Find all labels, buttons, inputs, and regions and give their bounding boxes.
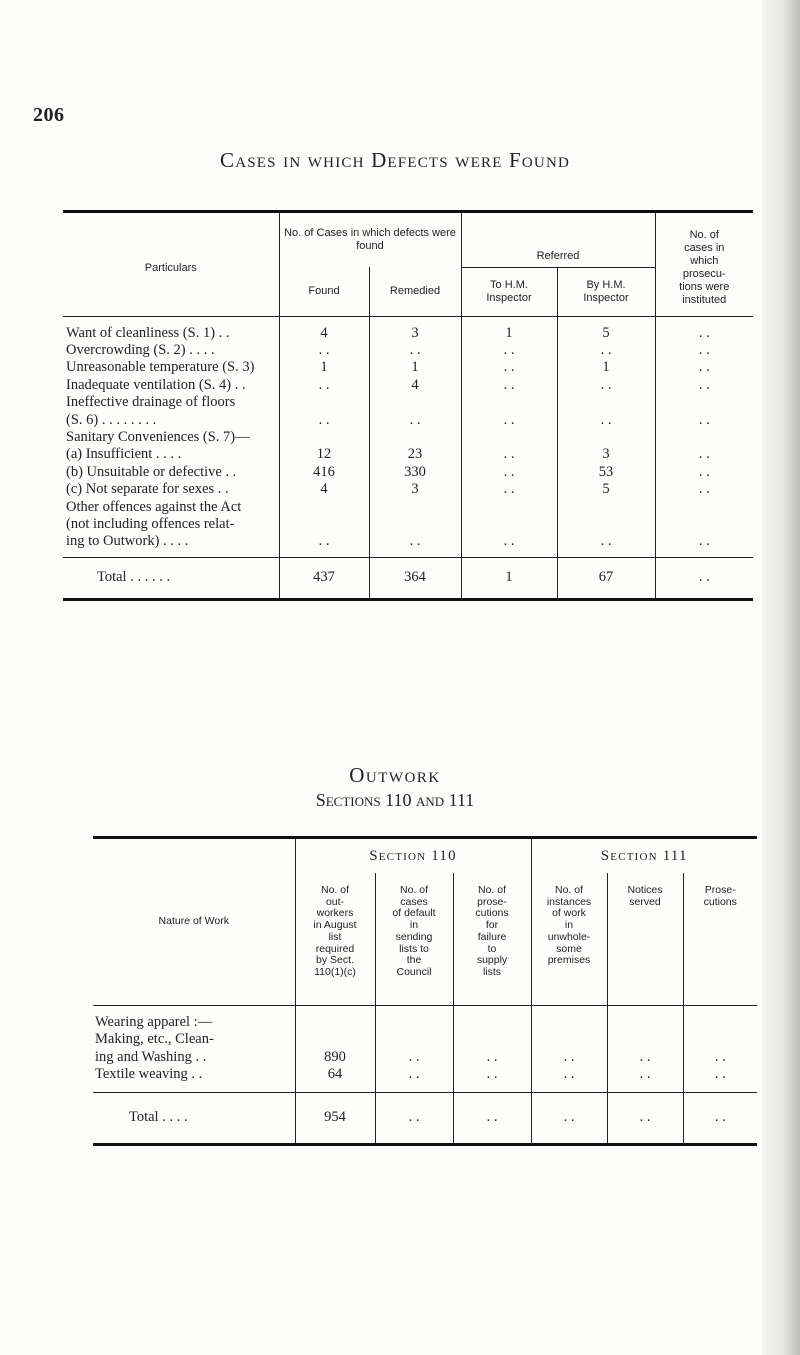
cell-value xyxy=(462,394,557,411)
cell-value: . . xyxy=(563,1066,575,1083)
header-line: served xyxy=(629,895,661,908)
notices-column xyxy=(607,1006,683,1093)
cell-value: 12 xyxy=(316,446,332,463)
outworkers-column xyxy=(295,1006,375,1093)
header-line: cases in xyxy=(684,242,725,255)
header-section-110: Section 110 xyxy=(295,838,531,874)
header-by-hm-inspector xyxy=(557,267,655,316)
header-particulars: Particulars xyxy=(63,212,279,317)
row-label-line: Unreasonable temperature (S. 3) xyxy=(66,359,255,376)
header-line: cutions xyxy=(703,895,737,908)
cell-value: . . xyxy=(503,446,515,463)
header-line: of default xyxy=(392,907,436,920)
outwork-total-notices: . . xyxy=(607,1092,683,1144)
cell-value xyxy=(656,429,754,446)
cell-value: . . xyxy=(600,533,612,550)
header-line: No. of xyxy=(689,229,719,242)
header-line: tions were xyxy=(679,281,730,294)
cell-value xyxy=(532,1031,607,1048)
row-label-line: (b) Unsuitable or defective . . xyxy=(66,463,237,480)
row-label-line: Want of cleanliness (S. 1) . . xyxy=(66,324,230,341)
row-label-line: (not including offences relat- xyxy=(66,515,235,532)
cell-value: 3 xyxy=(411,481,419,498)
header-referred: Referred xyxy=(461,212,655,268)
cell-value: . . xyxy=(318,376,330,393)
cell-value: . . xyxy=(503,463,515,480)
cell-value xyxy=(370,429,461,446)
total-by-hm: 67 xyxy=(557,557,655,599)
row-label-line: Textile weaving . . xyxy=(95,1066,203,1083)
cell-value xyxy=(376,1031,453,1048)
header-line: list xyxy=(328,930,342,943)
row-label-line: ing to Outwork) . . . . xyxy=(66,533,189,550)
header-line: in xyxy=(409,919,419,932)
cell-value xyxy=(684,1031,758,1048)
cell-value: 53 xyxy=(598,463,614,480)
found-column xyxy=(279,316,369,557)
prosecutions-failure-column xyxy=(453,1006,531,1093)
header-line: No. of xyxy=(477,884,506,896)
header-line: cutions xyxy=(475,907,509,920)
particulars-column xyxy=(63,316,279,557)
cell-value: . . xyxy=(409,533,421,550)
total-prosecutions: . . xyxy=(655,557,753,599)
nature-column xyxy=(93,1006,295,1093)
cell-value xyxy=(532,1014,607,1031)
header-line: unwhole- xyxy=(547,930,591,943)
outwork-table xyxy=(93,836,757,1146)
row-label-line: Making, etc., Clean- xyxy=(95,1031,214,1048)
cell-value: 1 xyxy=(320,359,328,376)
header-line: No. of xyxy=(554,884,583,896)
cell-value xyxy=(370,516,461,533)
header-line: Notices xyxy=(627,884,663,896)
header-prosecutions xyxy=(655,212,753,317)
cell-value: 1 xyxy=(411,359,419,376)
cell-value xyxy=(280,499,369,516)
header-line: Inspector xyxy=(486,291,532,304)
outwork-subheading: Sections 110 and 111 xyxy=(315,790,475,810)
cell-value: . . xyxy=(714,1048,726,1065)
header-to-hm-inspector xyxy=(461,267,557,316)
header-line: by Sect. xyxy=(316,954,354,967)
cell-value: . . xyxy=(409,411,421,428)
header-notices xyxy=(607,873,683,1006)
header-line: lists xyxy=(482,965,502,978)
cell-value xyxy=(656,394,754,411)
header-line: some xyxy=(556,942,582,955)
total-to-hm: 1 xyxy=(461,557,557,599)
cell-value: 890 xyxy=(324,1048,346,1065)
cell-value: 3 xyxy=(602,446,610,463)
defects-table xyxy=(63,210,753,601)
outwork-total-row xyxy=(93,1092,757,1144)
prosecutions-column xyxy=(655,316,753,557)
cell-value xyxy=(454,1014,531,1031)
cell-value: . . xyxy=(503,359,515,376)
cell-value: . . xyxy=(408,1066,420,1083)
cell-value: . . xyxy=(698,324,710,341)
cell-value: . . xyxy=(639,1048,651,1065)
cell-value: . . xyxy=(714,1066,726,1083)
header-line: Council xyxy=(396,965,432,978)
cell-value: 4 xyxy=(320,481,328,498)
row-label-line: ing and Washing . . xyxy=(95,1048,207,1065)
total-found: 437 xyxy=(279,557,369,599)
header-line: of work xyxy=(552,907,586,920)
header-line: for xyxy=(485,919,499,932)
cell-value xyxy=(558,429,655,446)
header-line: workers xyxy=(316,907,354,920)
cell-value xyxy=(558,394,655,411)
header-nature-of-work: Nature of Work xyxy=(93,838,295,1006)
outwork-total-prosecutions: . . xyxy=(683,1092,757,1144)
cell-value: . . xyxy=(409,341,421,358)
cell-value: 23 xyxy=(407,446,423,463)
cell-value xyxy=(462,499,557,516)
row-label-line: Ineffective drainage of floors xyxy=(66,394,236,411)
remedied-column xyxy=(369,316,461,557)
cell-value: . . xyxy=(503,481,515,498)
cell-value: . . xyxy=(563,1048,575,1065)
cell-value: . . xyxy=(698,533,710,550)
header-line: No. of xyxy=(399,884,428,896)
total-row xyxy=(63,557,753,599)
cell-value: . . xyxy=(698,411,710,428)
cell-value: . . xyxy=(639,1066,651,1083)
cell-value: 1 xyxy=(505,324,513,341)
row-label-line: Other offences against the Act xyxy=(66,498,242,515)
header-line: supply xyxy=(476,954,508,967)
outwork-total-outworkers: 954 xyxy=(295,1092,375,1144)
cell-value: . . xyxy=(486,1048,498,1065)
header-line: By H.M. xyxy=(586,278,626,291)
cell-value xyxy=(608,1014,683,1031)
header-found: Found xyxy=(279,267,369,316)
cell-value: . . xyxy=(503,376,515,393)
cell-value: . . xyxy=(698,359,710,376)
cell-value: 5 xyxy=(602,481,610,498)
outwork-total-instances: . . xyxy=(531,1092,607,1144)
header-line: failure xyxy=(477,930,507,943)
cell-value: . . xyxy=(318,341,330,358)
header-line: Inspector xyxy=(583,291,629,304)
cell-value xyxy=(370,394,461,411)
cell-value: . . xyxy=(503,411,515,428)
default-column xyxy=(375,1006,453,1093)
cell-value xyxy=(462,429,557,446)
cell-value xyxy=(454,1031,531,1048)
cell-value: 4 xyxy=(320,324,328,341)
instances-column xyxy=(531,1006,607,1093)
cell-value: 5 xyxy=(602,324,610,341)
cell-value xyxy=(656,516,754,533)
header-line: instances xyxy=(546,895,592,908)
cell-value: . . xyxy=(600,341,612,358)
cell-value xyxy=(558,516,655,533)
page-title: Cases in which Defects were Found xyxy=(219,148,571,172)
cell-value xyxy=(296,1014,375,1031)
cell-value xyxy=(462,516,557,533)
cell-value xyxy=(280,516,369,533)
header-line: premises xyxy=(547,954,591,967)
cell-value: . . xyxy=(486,1066,498,1083)
outwork-heading: Outwork xyxy=(349,763,441,787)
outwork-total-label: Total . . . . xyxy=(93,1092,295,1144)
cell-value: . . xyxy=(503,533,515,550)
header-line: the xyxy=(406,954,422,967)
header-line: instituted xyxy=(682,294,727,307)
row-label-line: (S. 6) . . . . . . . . xyxy=(66,411,157,428)
cell-value: . . xyxy=(698,446,710,463)
total-remedied: 364 xyxy=(369,557,461,599)
header-prosecutions-failure xyxy=(453,873,531,1006)
page-edge-shadow xyxy=(762,0,800,1355)
row-label-line: (c) Not separate for sexes . . xyxy=(66,481,229,498)
cell-value: . . xyxy=(600,376,612,393)
header-remedied: Remedied xyxy=(369,267,461,316)
cell-value: . . xyxy=(318,533,330,550)
row-label-line: Inadequate ventilation (S. 4) . . xyxy=(66,376,246,393)
header-line: prose- xyxy=(477,895,507,908)
cell-value xyxy=(656,499,754,516)
header-line: cases xyxy=(400,895,428,908)
header-line: required xyxy=(315,942,355,955)
cell-value: 3 xyxy=(411,324,419,341)
header-instances xyxy=(531,873,607,1006)
page-number: 206 xyxy=(33,104,65,126)
cell-value: . . xyxy=(698,341,710,358)
header-line: prosecu- xyxy=(682,268,726,281)
outwork-total-default: . . xyxy=(375,1092,453,1144)
header-line: which xyxy=(690,255,719,268)
to-hm-column xyxy=(461,316,557,557)
header-outworkers xyxy=(295,873,375,1006)
cell-value xyxy=(608,1031,683,1048)
header-line: to xyxy=(487,942,497,955)
cell-value xyxy=(296,1031,375,1048)
header-line: Prose- xyxy=(704,884,736,896)
cell-value: 416 xyxy=(313,463,335,480)
cell-value: . . xyxy=(698,376,710,393)
cell-value: . . xyxy=(698,463,710,480)
cell-value: . . xyxy=(408,1048,420,1065)
header-line: No. of xyxy=(320,884,349,896)
header-line: sending xyxy=(395,930,433,943)
cell-value xyxy=(558,499,655,516)
cell-value xyxy=(684,1014,758,1031)
cell-value: 330 xyxy=(404,463,426,480)
cell-value: 1 xyxy=(602,359,610,376)
header-line: in August xyxy=(313,919,357,932)
row-label-line: Overcrowding (S. 2) . . . . xyxy=(66,341,215,358)
header-line: lists to xyxy=(399,942,429,955)
row-label-line: Wearing apparel :— xyxy=(95,1014,213,1030)
cell-value: 64 xyxy=(327,1066,343,1083)
cell-value: . . xyxy=(503,341,515,358)
header-line: out- xyxy=(325,895,345,908)
cell-value: . . xyxy=(600,411,612,428)
header-section-111: Section 111 xyxy=(600,847,688,864)
header-prosecutions-outwork xyxy=(683,873,757,1006)
cell-value xyxy=(376,1014,453,1031)
by-hm-column xyxy=(557,316,655,557)
cell-value: 4 xyxy=(411,376,419,393)
header-line: in xyxy=(564,919,574,932)
cell-value xyxy=(370,499,461,516)
header-cases-default xyxy=(375,873,453,1006)
cell-value xyxy=(280,394,369,411)
row-label-line: (a) Insufficient . . . . xyxy=(66,446,182,463)
header-line: 110(1)(c) xyxy=(314,965,356,978)
row-label-line: Sanitary Conveniences (S. 7)— xyxy=(66,428,250,445)
prosecutions-outwork-column xyxy=(683,1006,757,1093)
outwork-total-failure: . . xyxy=(453,1092,531,1144)
total-label: Total . . . . . . xyxy=(63,557,279,599)
cell-value: . . xyxy=(698,481,710,498)
cell-value xyxy=(280,429,369,446)
header-cases-group: No. of Cases in which defects were found xyxy=(279,212,461,268)
cell-value: . . xyxy=(318,411,330,428)
header-line: To H.M. xyxy=(490,278,528,291)
